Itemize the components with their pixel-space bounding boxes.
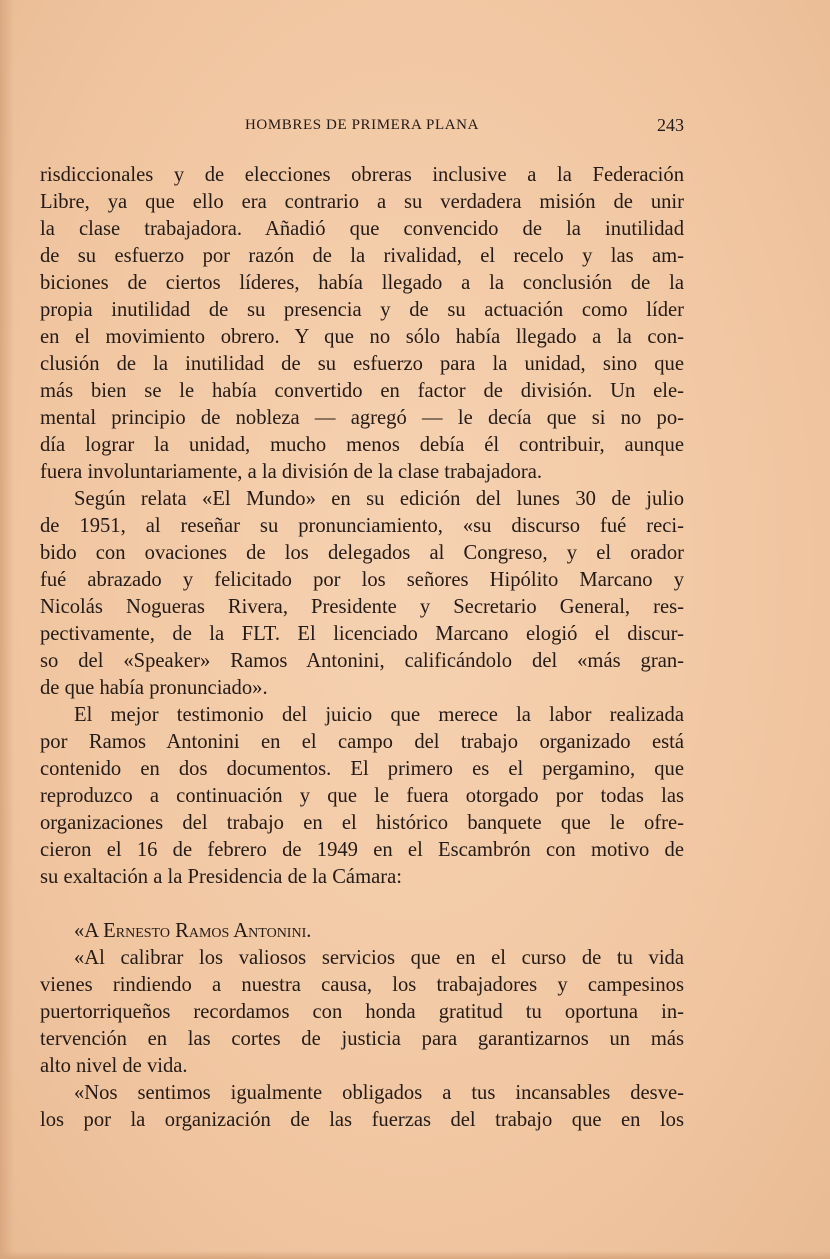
text-line: clusión de la inutilidad de su esfuerzo para la unidad, sino que [40,353,684,375]
text-line: Nicolás Nogueras Rivera, Presidente y Secretario General, res- [40,596,684,618]
text-line: «Al calibrar los valiosos servicios que en el curso de tu vida [74,947,684,969]
running-head: HOMBRES DE PRIMERA PLANA [244,117,480,133]
text-line: fuera involuntariamente, a la división de la clase trabajadora. [40,461,543,483]
text-line: día lograr la unidad, mucho menos debía él contribuir, aunque [40,434,684,456]
text-line: bido con ovaciones de los delegados al Congreso, y el orador [40,542,684,564]
text-line: alto nivel de vida. [40,1055,188,1077]
text-line: propia inutilidad de su presencia y de su actuación como líder [40,299,684,321]
text-line: en el movimiento obrero. Y que no sólo había llegado a la con- [40,326,684,348]
text-line: más bien se le había convertido en factor de división. Un ele- [40,380,684,402]
text-line: los por la organización de las fuerzas del trabajo que en los [40,1109,684,1131]
text-line: tervención en las cortes de justicia para garantizarnos un más [40,1028,684,1050]
text-line: biciones de ciertos líderes, había llegado a la conclusión de la [40,272,684,294]
page-body [40,162,684,1134]
text-line: Según relata «El Mundo» en su edición del lunes 30 de julio [74,488,684,510]
text-line: so del «Speaker» Ramos Antonini, calificándolo del «más gran- [40,650,684,672]
text-line: «Nos sentimos igualmente obligados a tus incansables desve- [74,1082,684,1104]
text-line: fué abrazado y felicitado por los señores Hipólito Marcano y [40,569,684,591]
text-line: contenido en dos documentos. El primero es el pergamino, que [40,758,684,780]
page-number: 243 [657,115,684,135]
text-line: El mejor testimonio del juicio que merece la labor realizada [74,704,684,726]
text-line: mental principio de nobleza — agregó — le decía que si no po- [40,407,684,429]
text-line: vienes rindiendo a nuestra causa, los trabajadores y campesinos [40,974,684,996]
text-line: de que había pronunciado». [40,677,268,699]
text-line: la clase trabajadora. Añadió que convencido de la inutilidad [40,218,684,240]
text-line: Libre, ya que ello era contrario a su verdadera misión de unir [40,191,684,213]
page-bottom-edge [0,1251,830,1259]
page-header [40,115,684,139]
text-line: su exaltación a la Presidencia de la Cámara: [40,866,402,888]
blank-line [40,891,684,918]
quote-salutation: «A Ernesto Ramos Antonini. [74,920,312,942]
text-line: de 1951, al reseñar su pronunciamiento, «su discurso fué reci- [40,515,684,537]
text-line: de su esfuerzo por razón de la rivalidad, el recelo y las am- [40,245,684,267]
text-line: risdiccionales y de elecciones obreras inclusive a la Federación [40,164,684,186]
binding-shadow [0,0,14,1259]
text-line: reproduzco a continuación y que le fuera otorgado por todas las [40,785,684,807]
text-line: cieron el 16 de febrero de 1949 en el Escambrón con motivo de [40,839,684,861]
text-line: pectivamente, de la FLT. El licenciado Marcano elogió el discur- [40,623,684,645]
text-line: organizaciones del trabajo en el histórico banquete que le ofre- [40,812,684,834]
text-line: por Ramos Antonini en el campo del trabajo organizado está [40,731,684,753]
text-line: puertorriqueños recordamos con honda gratitud tu oportuna in- [40,1001,684,1023]
